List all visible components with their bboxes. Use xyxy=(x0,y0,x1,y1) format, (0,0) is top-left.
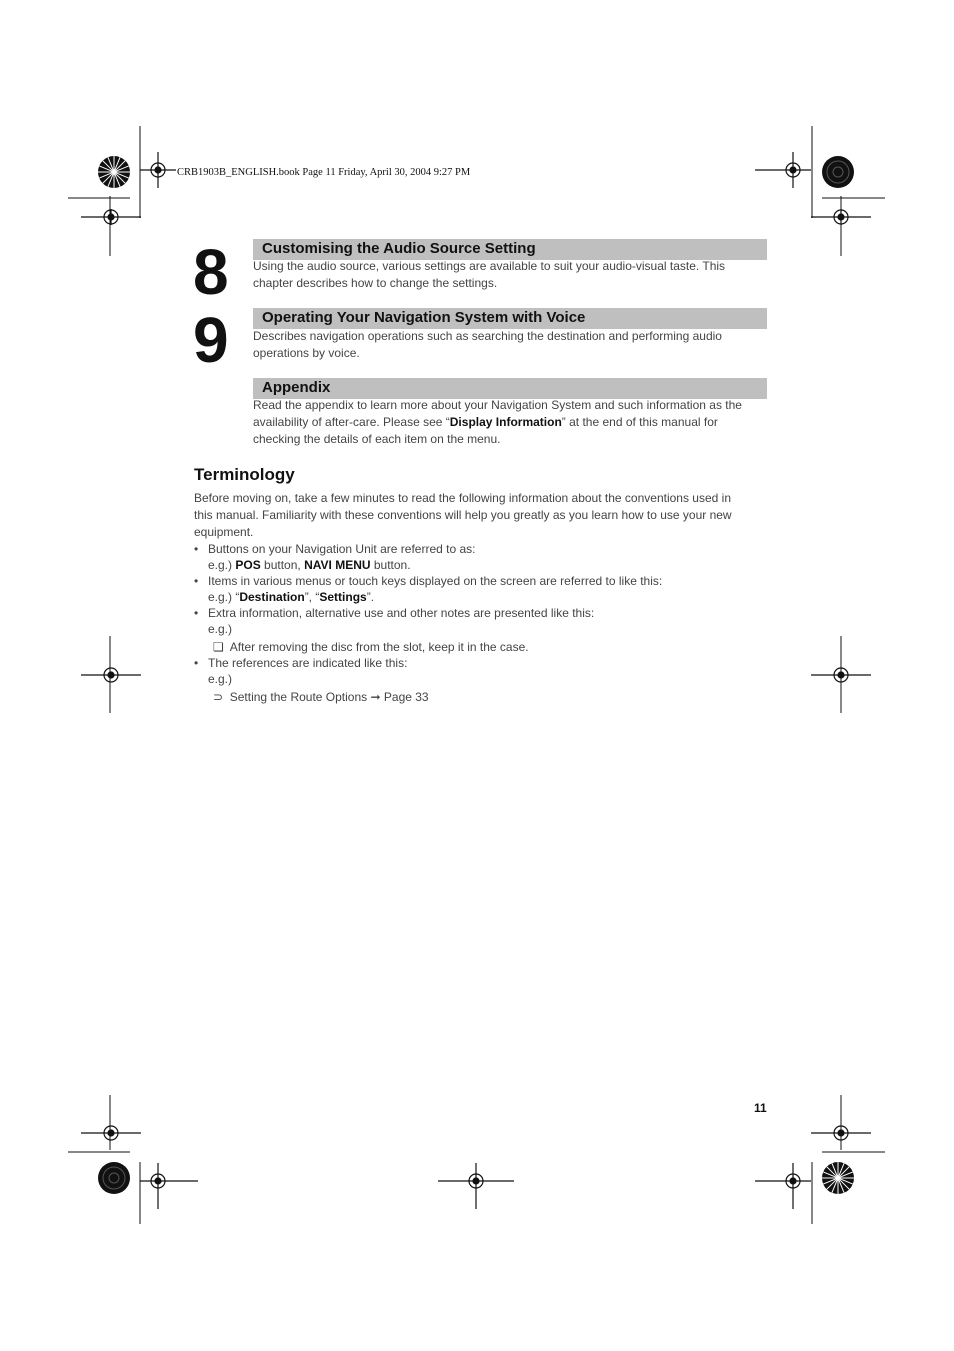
text: button, xyxy=(260,558,305,572)
example-line xyxy=(208,589,374,605)
reference-line xyxy=(213,689,429,705)
bullet-glyph: • xyxy=(194,656,199,670)
desc-line: operations by voice. xyxy=(253,346,360,360)
example-line: e.g.) xyxy=(208,672,233,686)
section-title: Customising the Audio Source Setting xyxy=(262,240,536,257)
text: availability of after-care. Please see “ xyxy=(253,415,450,429)
reference-icon: ⊃ xyxy=(213,690,224,704)
example-line xyxy=(208,557,411,573)
desc-line: checking the details of each item on the menu. xyxy=(253,432,501,446)
text: e.g.) “ xyxy=(208,590,240,604)
desc-line: Using the audio source, various settings are available to suit your audio-visual taste. This xyxy=(253,259,726,273)
desc-line: Read the appendix to learn more about your Navigation System and such information as the xyxy=(253,398,742,412)
bullet-glyph: • xyxy=(194,606,199,620)
section-heading: Terminology xyxy=(194,465,295,484)
note-line xyxy=(213,639,529,655)
desc-line: chapter describes how to change the settings. xyxy=(253,276,498,290)
text: e.g.) xyxy=(208,558,236,572)
bullet-text: Buttons on your Navigation Unit are referred to as: xyxy=(208,542,476,556)
section-description xyxy=(253,258,769,292)
text: ” at the end of this manual for xyxy=(561,415,718,429)
chapter-number: 8 xyxy=(193,236,229,308)
bullet-glyph: • xyxy=(194,574,199,588)
text: button. xyxy=(370,558,411,572)
print-header: CRB1903B_ENGLISH.book Page 11 Friday, April 30, 2004 9:27 PM xyxy=(177,167,471,178)
bold-term: POS xyxy=(235,558,261,572)
text: ”, “ xyxy=(304,590,320,604)
bullet-text: The references are indicated like this: xyxy=(208,656,408,670)
note-icon: ❏ xyxy=(213,640,224,654)
text: After removing the disc from the slot, keep it in the case. xyxy=(229,640,529,654)
section-description xyxy=(253,328,769,362)
bullet-glyph: • xyxy=(194,542,199,556)
bold-term: Destination xyxy=(239,590,305,604)
bold-term: Settings xyxy=(319,590,367,604)
bold-term: NAVI MENU xyxy=(304,558,371,572)
intro-paragraph xyxy=(194,490,769,541)
bold-term: Display Information xyxy=(449,415,562,429)
section-heading-bar xyxy=(253,239,767,260)
chapter-number: 9 xyxy=(193,304,229,376)
section-title: Appendix xyxy=(262,379,331,396)
text: Page 33 xyxy=(380,690,429,704)
section-title: Operating Your Navigation System with Voice xyxy=(262,309,586,326)
section-heading-bar xyxy=(253,378,767,399)
example-line: e.g.) xyxy=(208,622,233,636)
para-line: this manual. Familiarity with these conventions will help you greatly as you learn how to use your new xyxy=(194,508,732,522)
section-heading-bar xyxy=(253,308,767,329)
bullet-text: Extra information, alternative use and other notes are presented like this: xyxy=(208,606,595,620)
desc-line xyxy=(253,414,769,431)
appendix-description xyxy=(253,397,769,448)
page-number: 11 xyxy=(754,1101,767,1115)
text: ”. xyxy=(366,590,375,604)
desc-line: Describes navigation operations such as searching the destination and performing audio xyxy=(253,329,722,343)
para-line: equipment. xyxy=(194,525,254,539)
text: Setting the Route Options xyxy=(229,690,371,704)
arrow-right-icon: ➞ xyxy=(370,690,381,704)
para-line: Before moving on, take a few minutes to read the following information about the conventions used in xyxy=(194,491,731,505)
bullet-text: Items in various menus or touch keys displayed on the screen are referred to like this: xyxy=(208,574,663,588)
